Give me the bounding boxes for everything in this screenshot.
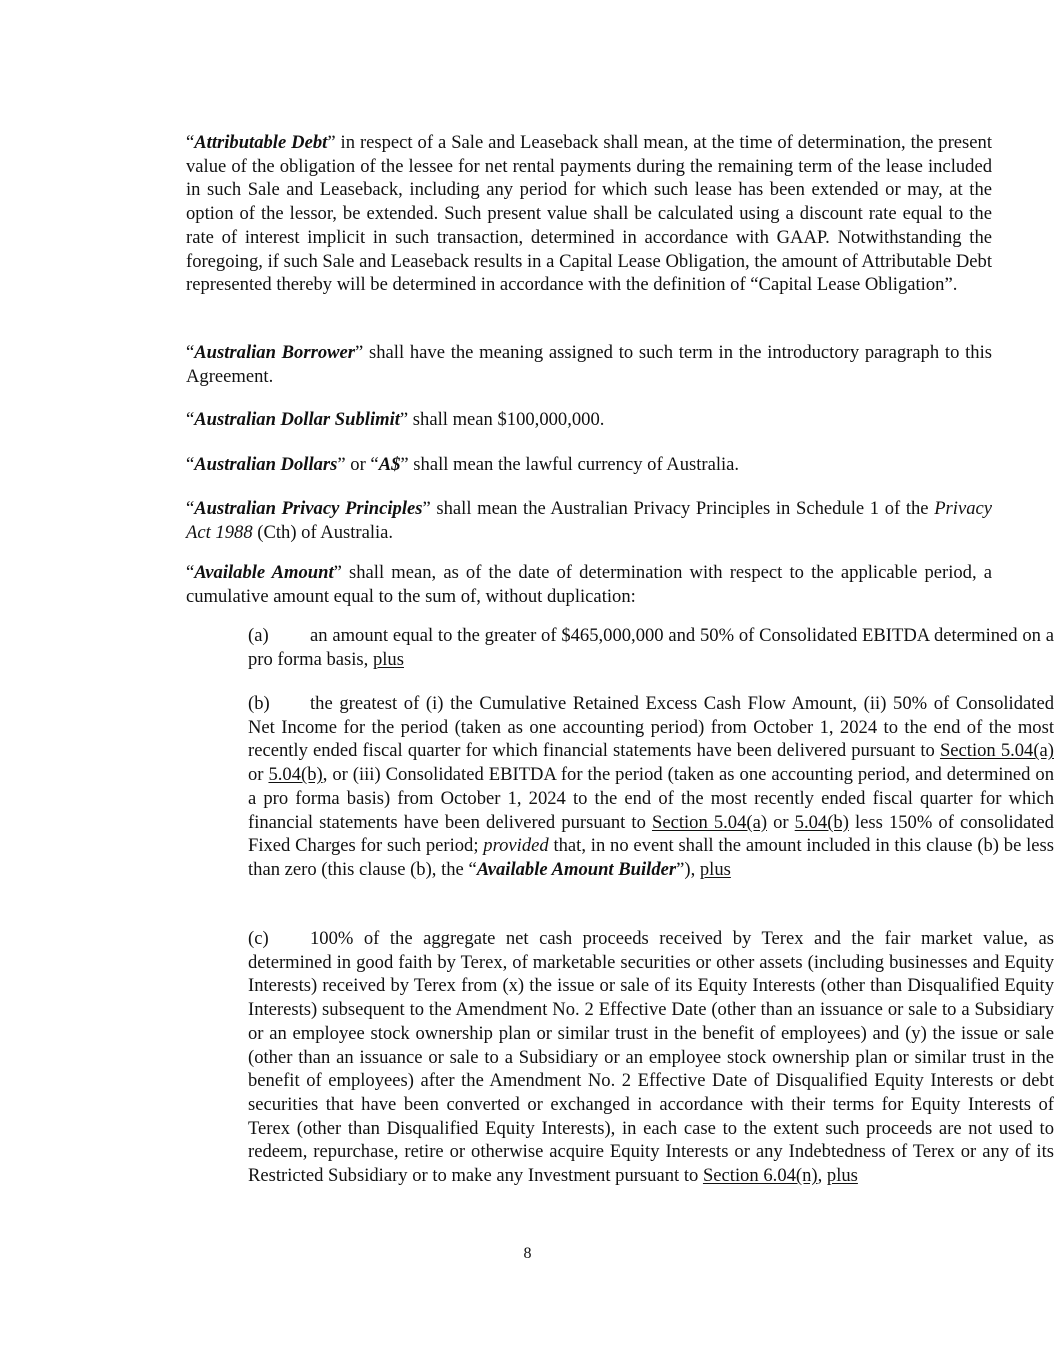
clause-text: ”), xyxy=(676,858,700,880)
plus-connector: plus xyxy=(826,1165,858,1187)
definition-text: ” shall have the meaning assigned to such term in the introductory paragraph to this Agreement. xyxy=(186,342,992,387)
definition-text: ” shall mean the lawful currency of Australia. xyxy=(400,454,740,475)
clause-label: (b) xyxy=(248,693,270,714)
definition-text: ” shall mean, as of the date of determination with respect to the applicable period, a cumulative amount equal to the sum of, without duplication: xyxy=(186,562,992,607)
plus-connector: plus xyxy=(699,858,731,880)
section-reference: Section 5.04(a) xyxy=(939,740,1054,762)
definition-text-tail: (Cth) of Australia. xyxy=(252,521,394,543)
clause-text: the greatest of (i) the Cumulative Retained Excess Cash Flow Amount, (ii) 50% of Consolidated Net Income for the period (taken as one accounting period) from October 1, 2024 to the end of the most recently ended fiscal quarter for which financial statements have been delivered pursuant to xyxy=(248,693,1054,762)
section-reference: 5.04(b) xyxy=(268,764,323,786)
definition-attributable-debt xyxy=(124,131,992,297)
defined-term: Australian Dollars xyxy=(194,454,338,475)
section-reference: 5.04(b) xyxy=(794,811,849,833)
open-quote: “ xyxy=(186,454,195,475)
clause-text: or xyxy=(248,764,269,786)
section-reference: Section 6.04(n) xyxy=(702,1165,818,1187)
definition-text: ” in respect of a Sale and Leaseback shall mean, at the time of determination, the present value of the obligation of the lessee for net rental payments during the remaining term of the lease included in such Sale and Leaseback, including any period for which such lease has been extended or may, at the option of the lessor, be extended. Such present value shall be calculated using a discount rate equal to the rate of interest implicit in such transaction, determined in accordance with GAAP. Notwithstanding the foregoing, if such Sale and Leaseback results in a Capital Lease Obligation, the amount of Attributable Debt represented thereby will be determined in accordance with the definition of “Capital Lease Obligation”. xyxy=(186,132,992,296)
open-quote: “ xyxy=(186,342,195,363)
defined-term: Australian Privacy Principles xyxy=(194,498,423,519)
clause-a xyxy=(124,624,1054,671)
defined-term: Available Amount Builder xyxy=(476,858,677,880)
section-reference: Section 5.04(a) xyxy=(651,811,768,833)
open-quote: “ xyxy=(186,562,195,583)
clause-text: less 150% of consolidated Fixed Charges for such period; xyxy=(248,811,1054,857)
clause-text: or xyxy=(767,811,795,833)
act-name: Privacy Act 1988 xyxy=(186,498,993,543)
defined-term: Attributable Debt xyxy=(194,132,328,153)
defined-term: Available Amount xyxy=(194,562,334,583)
defined-term-alias: A$ xyxy=(378,454,401,475)
definition-text: ” shall mean the Australian Privacy Principles in Schedule 1 of the xyxy=(422,498,935,519)
definition-text: ” shall mean $100,000,000. xyxy=(399,409,605,430)
open-quote: “ xyxy=(186,132,195,153)
open-quote: “ xyxy=(186,498,195,519)
definition-australian-privacy-principles xyxy=(124,497,992,544)
defined-term: Australian Dollar Sublimit xyxy=(194,409,400,430)
open-quote: “ xyxy=(186,409,195,430)
clause-b xyxy=(124,692,1054,882)
clause-text: 100% of the aggregate net cash proceeds received by Terex and the fair market value, as determined in good faith by Terex, of marketable securities or other assets (including businesses and Equity Interests) received by Terex from (x) the issue or sale of its Equity Interests (other than Disqualified Equity Interests) subsequent to the Amendment No. 2 Effective Date (other than an issuance or sale to a Subsidiary or an employee stock ownership plan or similar trust in the benefit of employees) and (y) the issue or sale (other than an issuance or sale to a Subsidiary or an employee stock ownership plan or similar trust in the benefit of employees) after the Amendment No. 2 Effective Date of Disqualified Equity Interests or debt securities that have been converted or exchanged in accordance with their terms for Equity Interests of Terex (other than Disqualified Equity Interests), in each case to the extent such proceeds are not used to redeem, repurchase, retire or otherwise acquire Equity Interests or any Indebtedness of Terex or any of its Restricted Subsidiary or to make any Investment pursuant to xyxy=(248,928,1054,1187)
definition-connector: ” or “ xyxy=(337,454,379,475)
definition-australian-dollars xyxy=(124,453,992,477)
clause-text: , xyxy=(817,1165,827,1187)
definition-australian-dollar-sublimit xyxy=(124,408,992,432)
clause-c xyxy=(124,927,1054,1188)
definition-available-amount xyxy=(124,561,992,608)
defined-term: Australian Borrower xyxy=(194,342,356,363)
clause-text: , or (iii) Consolidated EBITDA for the period (taken as one accounting period, and determined on a pro forma basis) from October 1, 2024 to the end of the most recently ended fiscal quarter for which financial statements have been delivered pursuant to xyxy=(248,764,1055,833)
page-number: 8 xyxy=(523,1245,532,1262)
definition-australian-borrower xyxy=(124,341,992,388)
clause-label: (c) xyxy=(248,928,269,949)
plus-connector: plus xyxy=(372,648,404,670)
provided-keyword: provided xyxy=(483,835,549,857)
clause-label: (a) xyxy=(248,625,269,646)
clause-text: an amount equal to the greater of $465,000,000 and 50% of Consolidated EBITDA determined on a pro forma basis, xyxy=(248,625,1054,670)
clause-text: that, in no event shall the amount included in this clause (b) be less than zero (this clause (b), the “ xyxy=(248,835,1054,880)
